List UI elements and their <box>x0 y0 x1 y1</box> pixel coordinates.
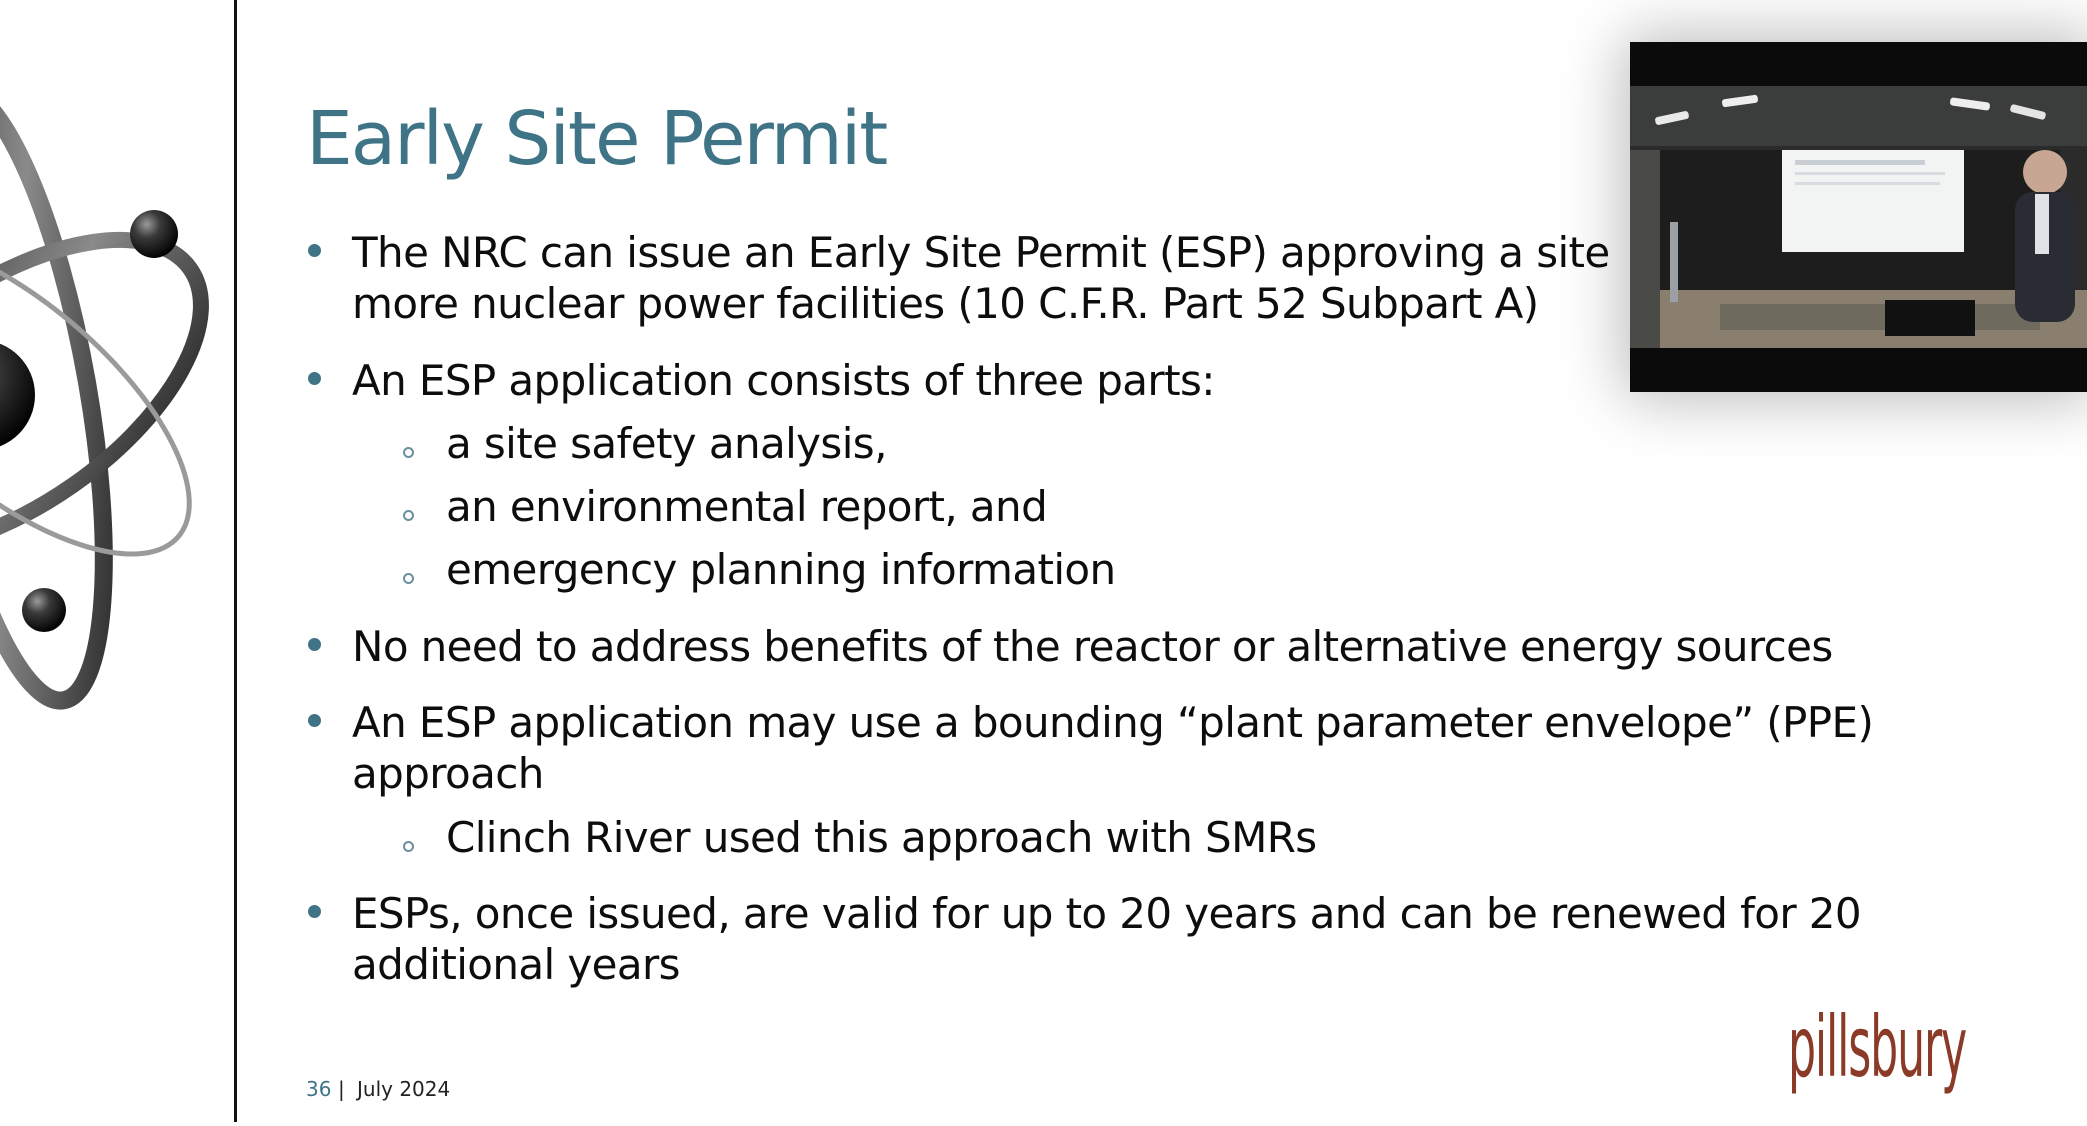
bullet-4-line-2: approach <box>352 749 544 798</box>
bullet-5-line-1: ESPs, once issued, are valid for up to 20 years and can be renewed for 20 <box>352 889 1862 938</box>
subbullet-marker <box>403 510 414 521</box>
subbullet-clinch-river: Clinch River used this approach with SMRs <box>446 813 1317 862</box>
subbullet-environmental: an environmental report, and <box>446 482 1048 531</box>
footer-separator: | <box>338 1077 345 1101</box>
bullet-marker <box>308 372 321 385</box>
svg-text:pillsbury: pillsbury <box>1788 998 1967 1096</box>
pillsbury-logo <box>1788 998 1967 1106</box>
bullet-marker <box>308 244 321 257</box>
bullet-1-line-1: The NRC can issue an Early Site Permit (ESP) approving a site <box>352 228 1610 277</box>
bullet-marker <box>308 638 321 651</box>
lecture-room-image <box>1630 42 2087 392</box>
slide-title: Early Site Permit <box>306 96 887 182</box>
bullet-marker <box>308 714 321 727</box>
subbullet-marker <box>403 447 414 458</box>
bullet-3-line-1: No need to address benefits of the reactor or alternative energy sources <box>352 622 1833 671</box>
subbullet-marker <box>403 841 414 852</box>
bullet-2-line-1: An ESP application consists of three parts: <box>352 356 1215 405</box>
slide-number: 36 <box>306 1077 332 1101</box>
bullet-4-line-1: An ESP application may use a bounding “plant parameter envelope” (PPE) <box>352 698 1874 747</box>
bullet-marker <box>308 905 321 918</box>
subbullet-site-safety: a site safety analysis, <box>446 419 887 468</box>
footer-date: July 2024 <box>357 1077 451 1101</box>
video-thumbnail[interactable] <box>1630 42 2087 392</box>
subbullet-marker <box>403 573 414 584</box>
bullet-1-line-2: more nuclear power facilities (10 C.F.R. Part 52 Subpart A) <box>352 279 1539 328</box>
subbullet-emergency: emergency planning information <box>446 545 1116 594</box>
bullet-5-line-2: additional years <box>352 940 680 989</box>
